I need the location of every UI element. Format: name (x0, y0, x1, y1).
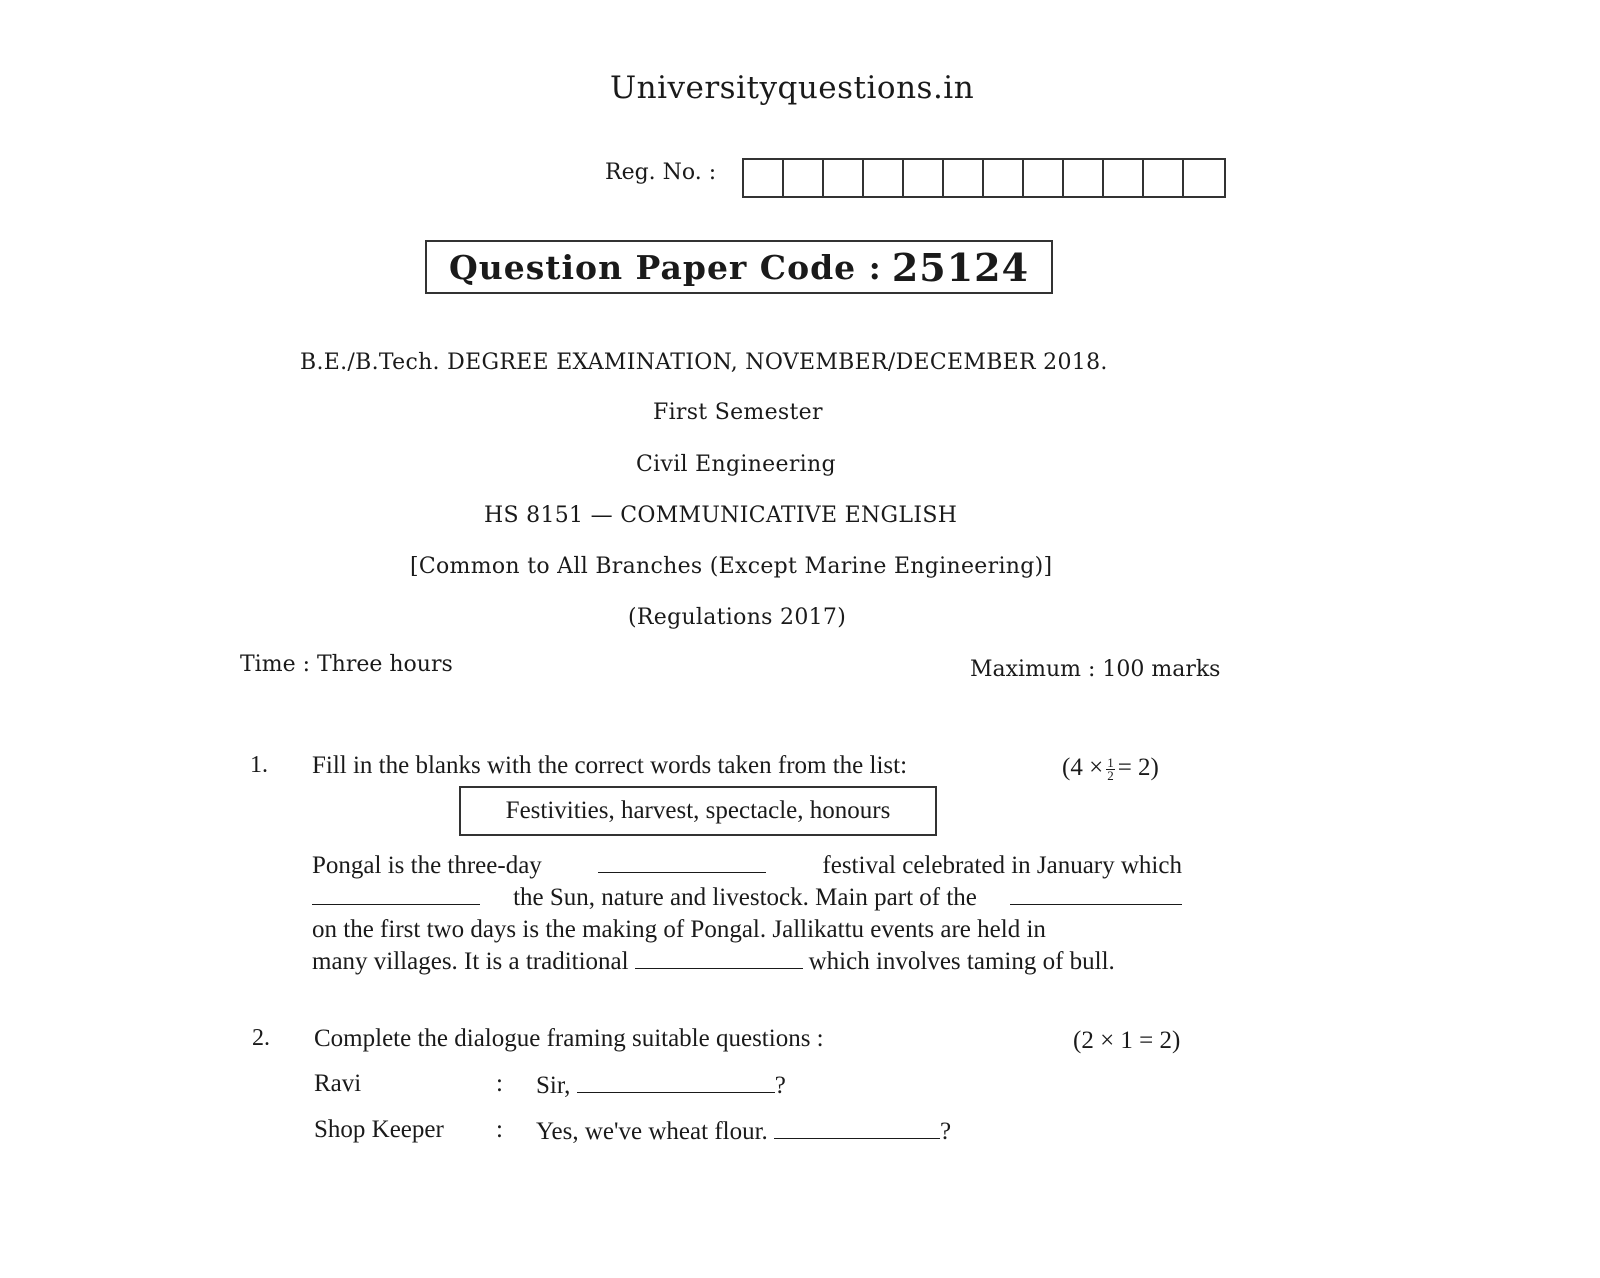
q1-marks-fraction (1106, 754, 1115, 783)
dialogue-colon: : (496, 1116, 503, 1143)
reg-no-cell (984, 160, 1024, 196)
dialogue-speaker: Ravi (314, 1070, 362, 1097)
q2-marks: (2 × 1 = 2) (1073, 1027, 1181, 1054)
fill-blank (1010, 904, 1182, 905)
q1-marks-post: = 2) (1117, 754, 1159, 781)
fill-blank (635, 968, 803, 969)
reg-no-cell (784, 160, 824, 196)
reg-no-cell (1144, 160, 1184, 196)
para-text: Pongal is the three-day (312, 852, 542, 879)
para-line (312, 914, 1182, 946)
reg-no-label: Reg. No. : (605, 160, 717, 185)
para-text: which involves taming of bull. (808, 948, 1115, 975)
para-line (312, 850, 1182, 882)
q1-number: 1. (250, 752, 268, 778)
dialogue-end: ? (940, 1118, 952, 1145)
q2-text: Complete the dialogue framing suitable questions : (314, 1025, 824, 1052)
dialogue-speaker: Shop Keeper (314, 1116, 444, 1143)
q2-number: 2. (252, 1025, 270, 1051)
dialogue-text: Yes, we've wheat flour. (536, 1118, 768, 1145)
site-title: Universityquestions.in (610, 70, 975, 106)
reg-no-cell (824, 160, 864, 196)
para-text: the Sun, nature and livestock. Main part of the (513, 884, 977, 911)
reg-no-boxes (742, 158, 1226, 198)
fill-blank (598, 872, 766, 873)
para-line (312, 882, 1182, 914)
qpc-code: 25124 (891, 244, 1030, 290)
exam-regulations: (Regulations 2017) (628, 605, 847, 630)
exam-semester: First Semester (653, 400, 823, 425)
dialogue-end: ? (774, 1072, 786, 1099)
fraction-numerator: 1 (1107, 754, 1114, 770)
reg-no-cell (744, 160, 784, 196)
q1-marks-pre: (4 × (1062, 754, 1104, 781)
reg-no-cell (864, 160, 904, 196)
exam-subject: HS 8151 — COMMUNICATIVE ENGLISH (484, 503, 958, 528)
question-paper-code-box (425, 240, 1053, 294)
reg-no-cell (1184, 160, 1224, 196)
q1-marks (1062, 754, 1159, 782)
para-text: on the first two days is the making of Pongal. Jallikattu events are held in (312, 916, 1046, 943)
dialogue-colon: : (496, 1070, 503, 1097)
q1-paragraph (312, 850, 1182, 978)
fill-blank (577, 1070, 775, 1093)
exam-time: Time : Three hours (240, 652, 453, 677)
reg-no-cell (904, 160, 944, 196)
exam-maximum: Maximum : 100 marks (970, 657, 1221, 682)
exam-common: [Common to All Branches (Except Marine Engineering)] (410, 554, 1053, 579)
para-text: many villages. It is a traditional (312, 948, 629, 975)
fill-blank (774, 1116, 940, 1139)
para-text: festival celebrated in January which (822, 852, 1182, 879)
reg-no-cell (1104, 160, 1144, 196)
reg-no-cell (1024, 160, 1064, 196)
para-line (312, 946, 1182, 978)
dialogue-line (536, 1070, 786, 1100)
exam-degree: B.E./B.Tech. DEGREE EXAMINATION, NOVEMBER/DECEMBER 2018. (300, 350, 1108, 375)
reg-no-cell (944, 160, 984, 196)
q1-word-list: Festivities, harvest, spectacle, honours (459, 786, 937, 836)
reg-no-cell (1064, 160, 1104, 196)
fraction-denominator: 2 (1107, 767, 1114, 783)
qpc-label: Question Paper Code : (448, 247, 882, 287)
q1-text: Fill in the blanks with the correct words taken from the list: (312, 752, 908, 779)
dialogue-text: Sir, (536, 1072, 571, 1099)
exam-branch: Civil Engineering (636, 452, 836, 477)
fill-blank (312, 904, 480, 905)
dialogue-line (536, 1116, 951, 1146)
